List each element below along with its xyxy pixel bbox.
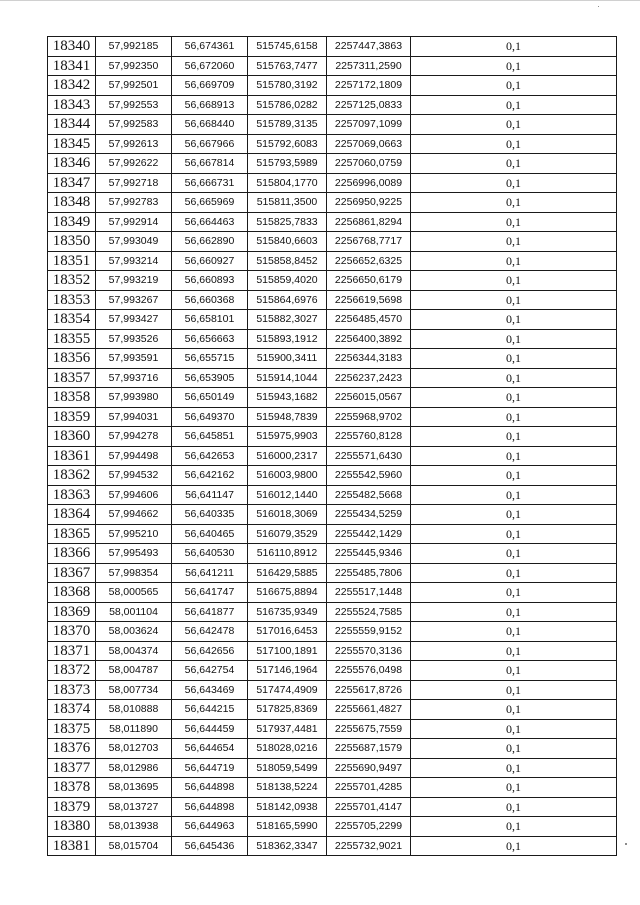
y-coordinate-cell: 2257172,1809 — [327, 76, 411, 96]
longitude-cell: 56,641877 — [172, 602, 248, 622]
longitude-cell: 56,641747 — [172, 583, 248, 603]
table-row — [48, 76, 617, 96]
accuracy-cell: 0,1 — [411, 251, 617, 271]
table-row — [48, 485, 617, 505]
point-number-cell: 18344 — [48, 115, 96, 135]
longitude-cell: 56,667814 — [172, 154, 248, 174]
latitude-cell: 58,001104 — [96, 602, 172, 622]
longitude-cell: 56,640530 — [172, 544, 248, 564]
longitude-cell: 56,667966 — [172, 134, 248, 154]
latitude-cell: 57,994532 — [96, 466, 172, 486]
accuracy-cell: 0,1 — [411, 56, 617, 76]
y-coordinate-cell: 2256861,8294 — [327, 212, 411, 232]
accuracy-cell: 0,1 — [411, 680, 617, 700]
latitude-cell: 57,993049 — [96, 232, 172, 252]
table-row — [48, 407, 617, 427]
accuracy-cell: 0,1 — [411, 37, 617, 57]
latitude-cell: 57,992553 — [96, 95, 172, 115]
latitude-cell: 57,993219 — [96, 271, 172, 291]
accuracy-cell: 0,1 — [411, 368, 617, 388]
accuracy-cell: 0,1 — [411, 836, 617, 856]
latitude-cell: 58,013695 — [96, 778, 172, 798]
table-row — [48, 778, 617, 798]
point-number-cell: 18358 — [48, 388, 96, 408]
table-row — [48, 349, 617, 369]
longitude-cell: 56,644719 — [172, 758, 248, 778]
y-coordinate-cell: 2256652,6325 — [327, 251, 411, 271]
point-number-cell: 18359 — [48, 407, 96, 427]
accuracy-cell: 0,1 — [411, 602, 617, 622]
longitude-cell: 56,655715 — [172, 349, 248, 369]
longitude-cell: 56,641147 — [172, 485, 248, 505]
scan-speck — [598, 6, 599, 7]
table-row — [48, 388, 617, 408]
accuracy-cell: 0,1 — [411, 76, 617, 96]
longitude-cell: 56,665969 — [172, 193, 248, 213]
longitude-cell: 56,664463 — [172, 212, 248, 232]
point-number-cell: 18340 — [48, 37, 96, 57]
table-row — [48, 251, 617, 271]
longitude-cell: 56,660368 — [172, 290, 248, 310]
y-coordinate-cell: 2255559,9152 — [327, 622, 411, 642]
y-coordinate-cell: 2255687,1579 — [327, 739, 411, 759]
latitude-cell: 57,995210 — [96, 524, 172, 544]
point-number-cell: 18342 — [48, 76, 96, 96]
accuracy-cell: 0,1 — [411, 524, 617, 544]
y-coordinate-cell: 2255705,2299 — [327, 817, 411, 837]
point-number-cell: 18370 — [48, 622, 96, 642]
accuracy-cell: 0,1 — [411, 563, 617, 583]
latitude-cell: 57,994031 — [96, 407, 172, 427]
latitude-cell: 57,992613 — [96, 134, 172, 154]
x-coordinate-cell: 515943,1682 — [248, 388, 327, 408]
scan-speck — [625, 843, 627, 845]
point-number-cell: 18373 — [48, 680, 96, 700]
point-number-cell: 18345 — [48, 134, 96, 154]
latitude-cell: 57,993980 — [96, 388, 172, 408]
longitude-cell: 56,643469 — [172, 680, 248, 700]
accuracy-cell: 0,1 — [411, 797, 617, 817]
x-coordinate-cell: 518142,0938 — [248, 797, 327, 817]
y-coordinate-cell: 2255661,4827 — [327, 700, 411, 720]
longitude-cell: 56,666731 — [172, 173, 248, 193]
accuracy-cell: 0,1 — [411, 95, 617, 115]
table-row — [48, 641, 617, 661]
x-coordinate-cell: 515804,1770 — [248, 173, 327, 193]
y-coordinate-cell: 2255760,8128 — [327, 427, 411, 447]
latitude-cell: 58,000565 — [96, 583, 172, 603]
table-row — [48, 739, 617, 759]
latitude-cell: 57,995493 — [96, 544, 172, 564]
y-coordinate-cell: 2257125,0833 — [327, 95, 411, 115]
longitude-cell: 56,644898 — [172, 778, 248, 798]
table-row — [48, 700, 617, 720]
latitude-cell: 58,004374 — [96, 641, 172, 661]
point-number-cell: 18348 — [48, 193, 96, 213]
accuracy-cell: 0,1 — [411, 661, 617, 681]
longitude-cell: 56,645851 — [172, 427, 248, 447]
y-coordinate-cell: 2255442,1429 — [327, 524, 411, 544]
x-coordinate-cell: 517100,1891 — [248, 641, 327, 661]
x-coordinate-cell: 515763,7477 — [248, 56, 327, 76]
longitude-cell: 56,641211 — [172, 563, 248, 583]
point-number-cell: 18376 — [48, 739, 96, 759]
x-coordinate-cell: 515786,0282 — [248, 95, 327, 115]
accuracy-cell: 0,1 — [411, 485, 617, 505]
accuracy-cell: 0,1 — [411, 232, 617, 252]
longitude-cell: 56,649370 — [172, 407, 248, 427]
point-number-cell: 18365 — [48, 524, 96, 544]
accuracy-cell: 0,1 — [411, 115, 617, 135]
x-coordinate-cell: 518138,5224 — [248, 778, 327, 798]
y-coordinate-cell: 2257311,2590 — [327, 56, 411, 76]
point-number-cell: 18352 — [48, 271, 96, 291]
accuracy-cell: 0,1 — [411, 154, 617, 174]
table-row — [48, 173, 617, 193]
table-row — [48, 446, 617, 466]
x-coordinate-cell: 516000,2317 — [248, 446, 327, 466]
longitude-cell: 56,662890 — [172, 232, 248, 252]
accuracy-cell: 0,1 — [411, 544, 617, 564]
longitude-cell: 56,674361 — [172, 37, 248, 57]
point-number-cell: 18360 — [48, 427, 96, 447]
latitude-cell: 58,013938 — [96, 817, 172, 837]
table-row — [48, 56, 617, 76]
longitude-cell: 56,650149 — [172, 388, 248, 408]
y-coordinate-cell: 2255445,9346 — [327, 544, 411, 564]
point-number-cell: 18372 — [48, 661, 96, 681]
longitude-cell: 56,653905 — [172, 368, 248, 388]
x-coordinate-cell: 517937,4481 — [248, 719, 327, 739]
x-coordinate-cell: 515745,6158 — [248, 37, 327, 57]
y-coordinate-cell: 2255517,1448 — [327, 583, 411, 603]
x-coordinate-cell: 515900,3411 — [248, 349, 327, 369]
table-row — [48, 290, 617, 310]
longitude-cell: 56,644898 — [172, 797, 248, 817]
x-coordinate-cell: 517016,6453 — [248, 622, 327, 642]
y-coordinate-cell: 2257069,0663 — [327, 134, 411, 154]
table-row — [48, 505, 617, 525]
latitude-cell: 57,993267 — [96, 290, 172, 310]
y-coordinate-cell: 2255485,7806 — [327, 563, 411, 583]
longitude-cell: 56,640335 — [172, 505, 248, 525]
x-coordinate-cell: 515789,3135 — [248, 115, 327, 135]
latitude-cell: 57,993591 — [96, 349, 172, 369]
accuracy-cell: 0,1 — [411, 778, 617, 798]
longitude-cell: 56,645436 — [172, 836, 248, 856]
y-coordinate-cell: 2257060,0759 — [327, 154, 411, 174]
accuracy-cell: 0,1 — [411, 758, 617, 778]
accuracy-cell: 0,1 — [411, 349, 617, 369]
accuracy-cell: 0,1 — [411, 446, 617, 466]
y-coordinate-cell: 2256400,3892 — [327, 329, 411, 349]
accuracy-cell: 0,1 — [411, 622, 617, 642]
y-coordinate-cell: 2256768,7717 — [327, 232, 411, 252]
y-coordinate-cell: 2256237,2423 — [327, 368, 411, 388]
point-number-cell: 18356 — [48, 349, 96, 369]
longitude-cell: 56,644459 — [172, 719, 248, 739]
longitude-cell: 56,644654 — [172, 739, 248, 759]
point-number-cell: 18353 — [48, 290, 96, 310]
point-number-cell: 18366 — [48, 544, 96, 564]
point-number-cell: 18378 — [48, 778, 96, 798]
latitude-cell: 58,012703 — [96, 739, 172, 759]
table-row — [48, 134, 617, 154]
y-coordinate-cell: 2257097,1099 — [327, 115, 411, 135]
y-coordinate-cell: 2257447,3863 — [327, 37, 411, 57]
table-row — [48, 817, 617, 837]
accuracy-cell: 0,1 — [411, 290, 617, 310]
y-coordinate-cell: 2255571,6430 — [327, 446, 411, 466]
latitude-cell: 57,993526 — [96, 329, 172, 349]
point-number-cell: 18380 — [48, 817, 96, 837]
x-coordinate-cell: 516003,9800 — [248, 466, 327, 486]
table-row — [48, 368, 617, 388]
accuracy-cell: 0,1 — [411, 466, 617, 486]
scan-top-edge — [0, 0, 640, 1]
latitude-cell: 57,994278 — [96, 427, 172, 447]
point-number-cell: 18364 — [48, 505, 96, 525]
table-row — [48, 583, 617, 603]
longitude-cell: 56,644963 — [172, 817, 248, 837]
accuracy-cell: 0,1 — [411, 641, 617, 661]
latitude-cell: 57,994498 — [96, 446, 172, 466]
table-row — [48, 719, 617, 739]
latitude-cell: 57,992350 — [96, 56, 172, 76]
table-row — [48, 797, 617, 817]
table-row — [48, 212, 617, 232]
point-number-cell: 18347 — [48, 173, 96, 193]
accuracy-cell: 0,1 — [411, 505, 617, 525]
latitude-cell: 58,007734 — [96, 680, 172, 700]
longitude-cell: 56,668440 — [172, 115, 248, 135]
y-coordinate-cell: 2255701,4285 — [327, 778, 411, 798]
y-coordinate-cell: 2255675,7559 — [327, 719, 411, 739]
y-coordinate-cell: 2256650,6179 — [327, 271, 411, 291]
latitude-cell: 57,992718 — [96, 173, 172, 193]
x-coordinate-cell: 516675,8894 — [248, 583, 327, 603]
longitude-cell: 56,656663 — [172, 329, 248, 349]
y-coordinate-cell: 2256015,0567 — [327, 388, 411, 408]
longitude-cell: 56,642162 — [172, 466, 248, 486]
point-number-cell: 18375 — [48, 719, 96, 739]
accuracy-cell: 0,1 — [411, 388, 617, 408]
y-coordinate-cell: 2255482,5668 — [327, 485, 411, 505]
table-row — [48, 758, 617, 778]
point-number-cell: 18381 — [48, 836, 96, 856]
latitude-cell: 58,011890 — [96, 719, 172, 739]
point-number-cell: 18361 — [48, 446, 96, 466]
latitude-cell: 57,992783 — [96, 193, 172, 213]
latitude-cell: 57,992185 — [96, 37, 172, 57]
accuracy-cell: 0,1 — [411, 700, 617, 720]
x-coordinate-cell: 517146,1964 — [248, 661, 327, 681]
x-coordinate-cell: 515780,3192 — [248, 76, 327, 96]
x-coordinate-cell: 515840,6603 — [248, 232, 327, 252]
latitude-cell: 58,004787 — [96, 661, 172, 681]
longitude-cell: 56,658101 — [172, 310, 248, 330]
x-coordinate-cell: 516012,1440 — [248, 485, 327, 505]
longitude-cell: 56,669709 — [172, 76, 248, 96]
latitude-cell: 57,992501 — [96, 76, 172, 96]
latitude-cell: 57,992583 — [96, 115, 172, 135]
table-row — [48, 193, 617, 213]
table-row — [48, 466, 617, 486]
point-number-cell: 18350 — [48, 232, 96, 252]
table-row — [48, 602, 617, 622]
x-coordinate-cell: 518362,3347 — [248, 836, 327, 856]
point-number-cell: 18369 — [48, 602, 96, 622]
table-row — [48, 544, 617, 564]
table-row — [48, 95, 617, 115]
accuracy-cell: 0,1 — [411, 407, 617, 427]
x-coordinate-cell: 515893,1912 — [248, 329, 327, 349]
y-coordinate-cell: 2255542,5960 — [327, 466, 411, 486]
x-coordinate-cell: 516429,5885 — [248, 563, 327, 583]
table-row — [48, 836, 617, 856]
longitude-cell: 56,642754 — [172, 661, 248, 681]
table-row — [48, 154, 617, 174]
y-coordinate-cell: 2255434,5259 — [327, 505, 411, 525]
coordinates-table — [47, 36, 617, 856]
x-coordinate-cell: 515975,9903 — [248, 427, 327, 447]
latitude-cell: 58,012986 — [96, 758, 172, 778]
coordinates-table-body — [48, 37, 617, 856]
latitude-cell: 58,013727 — [96, 797, 172, 817]
latitude-cell: 57,993716 — [96, 368, 172, 388]
point-number-cell: 18362 — [48, 466, 96, 486]
x-coordinate-cell: 515948,7839 — [248, 407, 327, 427]
table-row — [48, 622, 617, 642]
longitude-cell: 56,642653 — [172, 446, 248, 466]
y-coordinate-cell: 2256950,9225 — [327, 193, 411, 213]
x-coordinate-cell: 518165,5990 — [248, 817, 327, 837]
point-number-cell: 18341 — [48, 56, 96, 76]
point-number-cell: 18377 — [48, 758, 96, 778]
x-coordinate-cell: 515859,4020 — [248, 271, 327, 291]
table-row — [48, 115, 617, 135]
table-row — [48, 563, 617, 583]
longitude-cell: 56,668913 — [172, 95, 248, 115]
latitude-cell: 57,993214 — [96, 251, 172, 271]
table-row — [48, 310, 617, 330]
y-coordinate-cell: 2255701,4147 — [327, 797, 411, 817]
accuracy-cell: 0,1 — [411, 583, 617, 603]
accuracy-cell: 0,1 — [411, 173, 617, 193]
latitude-cell: 58,015704 — [96, 836, 172, 856]
y-coordinate-cell: 2256996,0089 — [327, 173, 411, 193]
table-row — [48, 329, 617, 349]
table-row — [48, 680, 617, 700]
y-coordinate-cell: 2255617,8726 — [327, 680, 411, 700]
x-coordinate-cell: 515811,3500 — [248, 193, 327, 213]
y-coordinate-cell: 2255524,7585 — [327, 602, 411, 622]
accuracy-cell: 0,1 — [411, 193, 617, 213]
x-coordinate-cell: 517474,4909 — [248, 680, 327, 700]
x-coordinate-cell: 515825,7833 — [248, 212, 327, 232]
point-number-cell: 18349 — [48, 212, 96, 232]
x-coordinate-cell: 515864,6976 — [248, 290, 327, 310]
x-coordinate-cell: 515793,5989 — [248, 154, 327, 174]
x-coordinate-cell: 518028,0216 — [248, 739, 327, 759]
y-coordinate-cell: 2256485,4570 — [327, 310, 411, 330]
x-coordinate-cell: 516018,3069 — [248, 505, 327, 525]
point-number-cell: 18363 — [48, 485, 96, 505]
latitude-cell: 57,992914 — [96, 212, 172, 232]
point-number-cell: 18368 — [48, 583, 96, 603]
accuracy-cell: 0,1 — [411, 271, 617, 291]
accuracy-cell: 0,1 — [411, 329, 617, 349]
accuracy-cell: 0,1 — [411, 817, 617, 837]
point-number-cell: 18367 — [48, 563, 96, 583]
y-coordinate-cell: 2255690,9497 — [327, 758, 411, 778]
accuracy-cell: 0,1 — [411, 719, 617, 739]
accuracy-cell: 0,1 — [411, 427, 617, 447]
accuracy-cell: 0,1 — [411, 212, 617, 232]
longitude-cell: 56,642478 — [172, 622, 248, 642]
latitude-cell: 57,992622 — [96, 154, 172, 174]
x-coordinate-cell: 515792,6083 — [248, 134, 327, 154]
latitude-cell: 58,003624 — [96, 622, 172, 642]
y-coordinate-cell: 2256344,3183 — [327, 349, 411, 369]
accuracy-cell: 0,1 — [411, 739, 617, 759]
y-coordinate-cell: 2255968,9702 — [327, 407, 411, 427]
latitude-cell: 57,994662 — [96, 505, 172, 525]
point-number-cell: 18346 — [48, 154, 96, 174]
x-coordinate-cell: 516735,9349 — [248, 602, 327, 622]
longitude-cell: 56,644215 — [172, 700, 248, 720]
longitude-cell: 56,642656 — [172, 641, 248, 661]
accuracy-cell: 0,1 — [411, 310, 617, 330]
point-number-cell: 18379 — [48, 797, 96, 817]
longitude-cell: 56,672060 — [172, 56, 248, 76]
point-number-cell: 18355 — [48, 329, 96, 349]
x-coordinate-cell: 516079,3529 — [248, 524, 327, 544]
y-coordinate-cell: 2255570,3136 — [327, 641, 411, 661]
point-number-cell: 18343 — [48, 95, 96, 115]
y-coordinate-cell: 2255732,9021 — [327, 836, 411, 856]
x-coordinate-cell: 516110,8912 — [248, 544, 327, 564]
x-coordinate-cell: 518059,5499 — [248, 758, 327, 778]
table-row — [48, 232, 617, 252]
point-number-cell: 18357 — [48, 368, 96, 388]
latitude-cell: 57,998354 — [96, 563, 172, 583]
table-row — [48, 271, 617, 291]
table-row — [48, 37, 617, 57]
point-number-cell: 18351 — [48, 251, 96, 271]
table-row — [48, 661, 617, 681]
longitude-cell: 56,640465 — [172, 524, 248, 544]
table-row — [48, 524, 617, 544]
point-number-cell: 18371 — [48, 641, 96, 661]
longitude-cell: 56,660893 — [172, 271, 248, 291]
y-coordinate-cell: 2255576,0498 — [327, 661, 411, 681]
x-coordinate-cell: 515858,8452 — [248, 251, 327, 271]
latitude-cell: 57,993427 — [96, 310, 172, 330]
y-coordinate-cell: 2256619,5698 — [327, 290, 411, 310]
latitude-cell: 58,010888 — [96, 700, 172, 720]
point-number-cell: 18354 — [48, 310, 96, 330]
x-coordinate-cell: 515914,1044 — [248, 368, 327, 388]
accuracy-cell: 0,1 — [411, 134, 617, 154]
x-coordinate-cell: 517825,8369 — [248, 700, 327, 720]
x-coordinate-cell: 515882,3027 — [248, 310, 327, 330]
table-row — [48, 427, 617, 447]
point-number-cell: 18374 — [48, 700, 96, 720]
longitude-cell: 56,660927 — [172, 251, 248, 271]
latitude-cell: 57,994606 — [96, 485, 172, 505]
